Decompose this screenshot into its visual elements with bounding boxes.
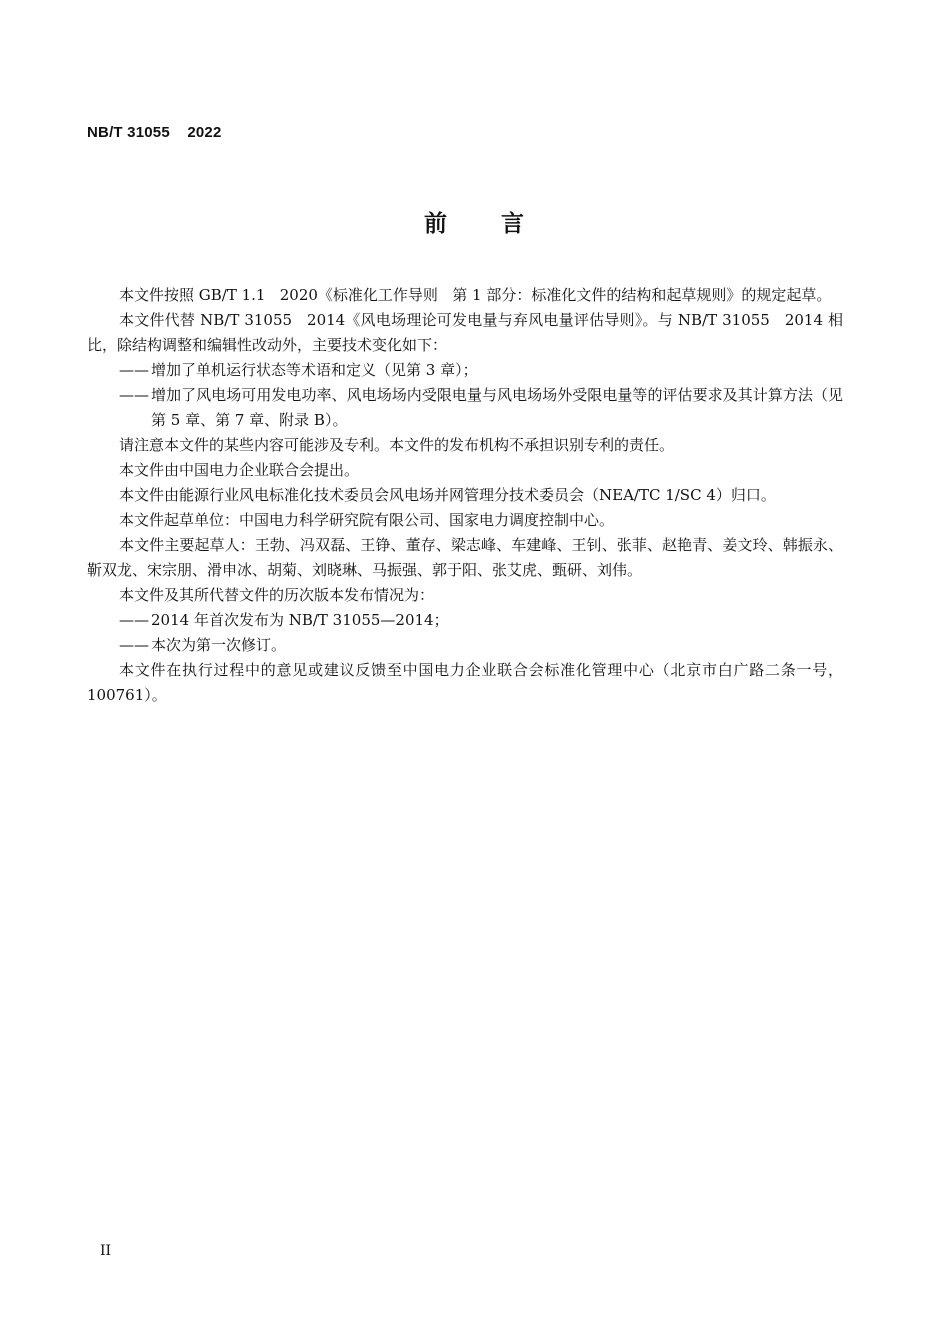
list-item-text: 增加了风电场可用发电功率、风电场场内受限电量与风电场场外受限电量等的评估要求及其计算方法（见第 5 章、第 7 章、附录 B）。	[151, 386, 843, 429]
paragraph-drafters: 本文件主要起草人：王勃、冯双磊、王铮、董存、梁志峰、车建峰、王钊、张菲、赵艳青、姜文玲、韩振永、靳双龙、宋宗朋、滑申冰、胡菊、刘晓琳、马振强、郭于阳、张艾虎、甄研、刘伟。	[87, 536, 843, 579]
list-item-change	[87, 383, 843, 433]
list-item-change	[87, 358, 843, 383]
paragraph-committee: 本文件由能源行业风电标准化技术委员会风电场并网管理分技术委员会（NEA/TC 1/SC 4）归口。	[119, 486, 776, 504]
title-char-right: 言	[501, 211, 526, 237]
list-item-text: 2014 年首次发布为 NB/T 31055—2014；	[151, 611, 449, 629]
list-item-history	[87, 633, 843, 658]
paragraph-patent-notice: 请注意本文件的某些内容可能涉及专利。本文件的发布机构不承担识别专利的责任。	[119, 436, 675, 454]
list-item-history	[87, 608, 843, 633]
page-title	[0, 205, 950, 238]
paragraph-history-intro: 本文件及其所代替文件的历次版本发布情况为：	[119, 586, 435, 604]
title-char-left: 前	[424, 211, 449, 237]
dash-marker: ——	[119, 386, 149, 404]
paragraph-proposer: 本文件由中国电力企业联合会提出。	[119, 461, 360, 479]
paragraph-drafting-rules: 本文件按照 GB/T 1.1 2020《标准化工作导则 第 1 部分：标准化文件的结构和起草规则》的规定起草。	[119, 286, 832, 304]
dash-marker: ——	[119, 636, 149, 654]
paragraph-drafting-units: 本文件起草单位：中国电力科学研究院有限公司、国家电力调度控制中心。	[119, 511, 615, 529]
list-item-text: 增加了单机运行状态等术语和定义（见第 3 章）；	[151, 361, 478, 379]
list-item-text: 本次为第一次修订。	[151, 636, 287, 654]
paragraph-replacement: 本文件代替 NB/T 31055 2014《风电场理论可发电量与弃风电量评估导则》。与 NB/T 31055 2014 相比，除结构调整和编辑性改动外，主要技术变化如下：	[87, 311, 843, 354]
dash-marker: ——	[119, 361, 149, 379]
document-code: NB/T 31055 2022	[87, 124, 222, 141]
paragraph-feedback: 本文件在执行过程中的意见或建议反馈至中国电力企业联合会标准化管理中心（北京市白广路二条一号，100761）。	[87, 661, 843, 704]
dash-marker: ——	[119, 611, 149, 629]
page-number: II	[100, 1243, 112, 1259]
foreword-body	[87, 283, 843, 708]
